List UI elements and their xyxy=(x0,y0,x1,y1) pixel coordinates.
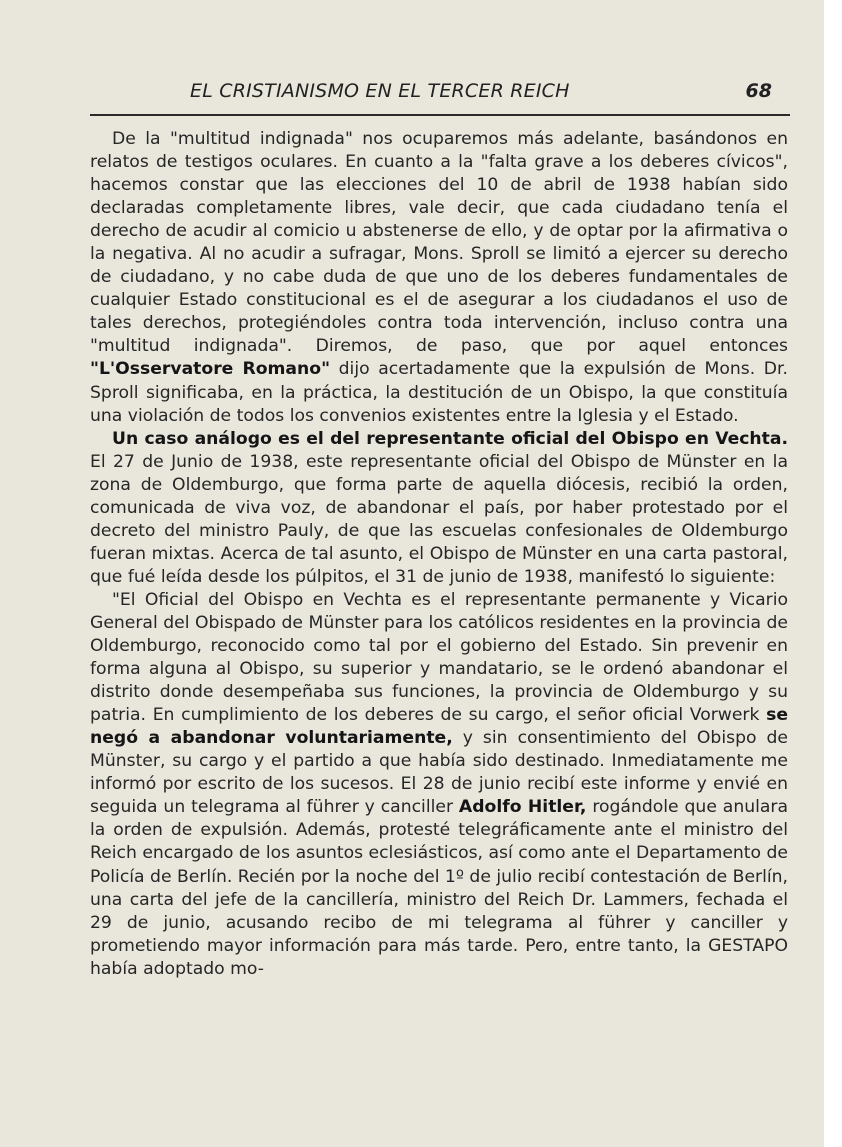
emphasis-text: se negó a abandonar voluntariamente, xyxy=(90,705,788,749)
paragraph xyxy=(90,428,788,589)
text-run: De la "multitud indignada" nos ocuparemos más adelante, basándonos en relatos de testigos oculares. En cuanto a la "falta grave a los deberes cívicos", hacemos constar que las elecciones del 10 de abril de 1938 habían sido declaradas completamente libres, vale decir, que cada ciudadano tenía el derecho de acudir al comicio u abstenerse de ello, y de optar por la afirmativa o la negativa. Al no acudir a sufragar, Mons. Sproll se limitó a ejercer su derecho de ciudadano, y no cabe duda de que uno de los deberes fundamentales de cualquier Estado constitucional es el de asegurar a los ciudadanos el uso de tales derechos, protegiéndoles contra toda intervención, incluso contra una "multitud indignada". Diremos, de paso, que por aquel entonces xyxy=(90,129,788,357)
publication-title: "L'Osservatore Romano" xyxy=(90,359,331,380)
running-title: EL CRISTIANISMO EN EL TERCER REICH xyxy=(190,80,570,102)
page-number: 68 xyxy=(745,80,772,102)
running-head xyxy=(90,78,790,116)
text-run: rogándole que anulara la orden de expulsión. Además, protesté telegráficamente ante el ministro del Reich encargado de los asuntos eclesiásticos, así como ante el Departamento de Policía de Berlín. Recién por la noche del 1º de julio recibí contestación de Berlín, una carta del jefe de la cancillería, ministro del Reich Dr. Lammers, fechada el 29 de junio, acusando recibo de mi telegrama al führer y canciller y prometiendo mayor información para más tarde. Pero, entre tanto, la GESTAPO había adoptado mo- xyxy=(90,797,789,979)
emphasis-name: Adolfo Hitler, xyxy=(458,797,587,818)
paragraph xyxy=(90,128,788,428)
emphasis-heading: Un caso análogo es el del representante oficial del Obispo en Vechta. xyxy=(112,428,788,449)
body-text xyxy=(90,128,788,981)
text-run: dijo acertadamente que la expulsión de Mons. Dr. Sproll significaba, en la práctica, la destitución de un Obispo, la que constituía una violación de todos los convenios existentes entre la Iglesia y el Estado. xyxy=(90,359,788,426)
text-run: y sin consentimiento del Obispo de Münster, su cargo y el partido a que había sido destinado. Inmediatamente me informó por escrito de los sucesos. El 28 de junio recibí este informe y envié en seguida un telegrama al führer y canciller xyxy=(90,728,788,818)
text-run: "El Oficial del Obispo en Vechta es el representante permanente y Vicario General del Obispado de Münster para los católicos residentes en la provincia de Oldemburgo, reconocido como tal por el gobierno del Estado. Sin prevenir en forma alguna al Obispo, su superior y mandatario, se le ordenó abandonar el distrito donde desempeñaba sus funciones, la provincia de Oldemburgo y su patria. En cumplimiento de los deberes de su cargo, el señor oficial Vorwerk xyxy=(90,589,788,726)
text-run: El 27 de Junio de 1938, este representante oficial del Obispo de Münster en la zona de Oldemburgo, que forma parte de aquella diócesis, recibió la orden, comunicada de viva voz, de abandonar el país, por haber protestado por el decreto del ministro Pauly, de que las escuelas confesionales de Oldemburgo fueran mixtas. Acerca de tal asunto, el Obispo de Münster en una carta pastoral, que fué leída desde los púlpitos, el 31 de junio de 1938, manifestó lo siguiente: xyxy=(90,451,788,587)
quoted-paragraph xyxy=(90,589,788,981)
